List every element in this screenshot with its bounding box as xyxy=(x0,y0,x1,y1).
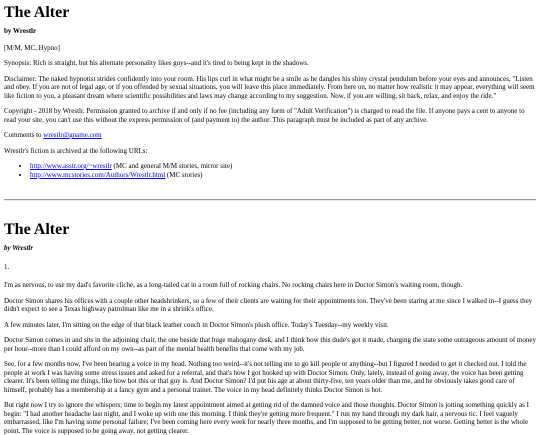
chapter-number: 1. xyxy=(4,262,10,271)
author-byline: by Wrestlr xyxy=(4,27,37,35)
archive-link-note: (MC stories) xyxy=(165,170,203,179)
synopsis: Synopsis: Rich is straight, but his alternate personality likes guys--and it's tired to being kept in the shadows. xyxy=(4,59,309,67)
story-paragraph: A few minutes later, I'm sitting on the edge of that black leather couch in Doctor Simon's plush office. Today's Tuesday--my weekly visit. xyxy=(4,320,389,329)
author-email-link[interactable]: wrestlr@gname.com xyxy=(43,131,102,139)
archive-intro: Wrestlr's fiction is archived at the following URLs: xyxy=(4,146,148,155)
story-paragraph: I'm as nervous, to use my dad's favorite cliche, as a long-tailed cat in a room full of rocking chairs. No rocking chairs here in Doctor Simon's waiting room, though. xyxy=(4,281,463,289)
section-divider xyxy=(4,199,536,201)
comments-label: Comments to xyxy=(4,131,44,139)
list-item xyxy=(30,162,536,171)
story-header xyxy=(4,4,536,179)
story-paragraph: Doctor Simon shares his offices with a couple other headshrinkers, so a few of their clients are waiting for their appointments too. They've been staring at me since I walked in--I guess they didn't expect to see a Texas highway patrolman like me in a shrink's office. xyxy=(4,296,533,313)
story-byline: by Wrestlr xyxy=(4,244,34,252)
mcstories-archive-link[interactable]: http://www.mcstories.com/Authors/Wrestlr.html xyxy=(30,170,166,179)
copyright-notice: Copyright - 2018 by Wrestlr. Permission granted to archive if and only if no fee (including any form of "Adult Verification") is charged to read the file. If anyone pays a cent to anyone to read your site, you can't use this without the express permission of (and payment to) the author. This paragraph must be included as part of any archive. xyxy=(4,107,525,124)
asstr-archive-link[interactable]: http://www.asstr.org/~wrestlr xyxy=(30,162,112,170)
disclaimer: Disclaimer: The naked hypnotist strides confidently into your room. His lips curl in what might be a smile as he dangles his shiny crystal pendulum before your eyes and announces, "Listen and obey. If you are not of legal age, or if you offended by sexual situations, you will leave this place immediately. From here on, no matter how realistic it may appear, everything will seem like fiction to you, a pleasant dream where scientific possibilities and laws may change according to my suggestion. Now, if you are willing, sit back, relax, and enjoy the ride." xyxy=(4,74,535,100)
archive-link-note: (MC and general M/M stories, mirror site) xyxy=(111,162,233,170)
comments-line xyxy=(4,131,536,140)
story-tags: [M/M, MC, Hypno] xyxy=(4,43,61,52)
story-paragraph: But right now I try to ignore the whispers; time to begin my latest appointment aimed at getting rid of the damned voice and those thoughts. Doctor Simon is jotting something quickly as I begin: "I had another headache last night, and I woke up with one this morning. I think they're getting more frequent." I run my hand through my dark hair, a nervous tic. I feel vaguely embarrassed, like I'm having some personal failure; I've been coming here every week for nearly three months, and I'm supposed to be getting better, not worse. Getting better is the whole point. The voice is supposed to be going away, not getting clearer. xyxy=(4,401,529,435)
story-paragraph: See, for a few months now, I've been hearing a voice in my head. Nothing too weird--it's not telling me to go kill people or anything--but I figured I needed to get it checked out. I told the people at work I was having some stress issues and asked for a referral, and that's how I got hooked up with Doctor Simon. Only, lately, instead of going away, the voice has been getting clearer. It's been telling me things, like how hot this or that guy is. And Doctor Simon? I'd put his age at about thirty-five, ten years older than me, and he obviously takes good care of himself, probably has a membership at a fancy gym and a personal trainer. The voice in my head definitely thinks Doctor Simon is hot. xyxy=(4,360,527,394)
list-item xyxy=(30,171,536,180)
archive-link-list xyxy=(4,162,536,179)
story-title: The Alter xyxy=(4,221,70,238)
page-title: The Alter xyxy=(4,4,70,21)
story-paragraph: Doctor Simon comes in and sits in the adjoining chair, the one beside that huge mahogany desk, and I think how this dude's got it made, charging the state some outrageous amount of money per hour--more than I could afford on my own--as part of the mental health benefits that come with my job. xyxy=(4,336,536,353)
story-body xyxy=(4,221,536,435)
